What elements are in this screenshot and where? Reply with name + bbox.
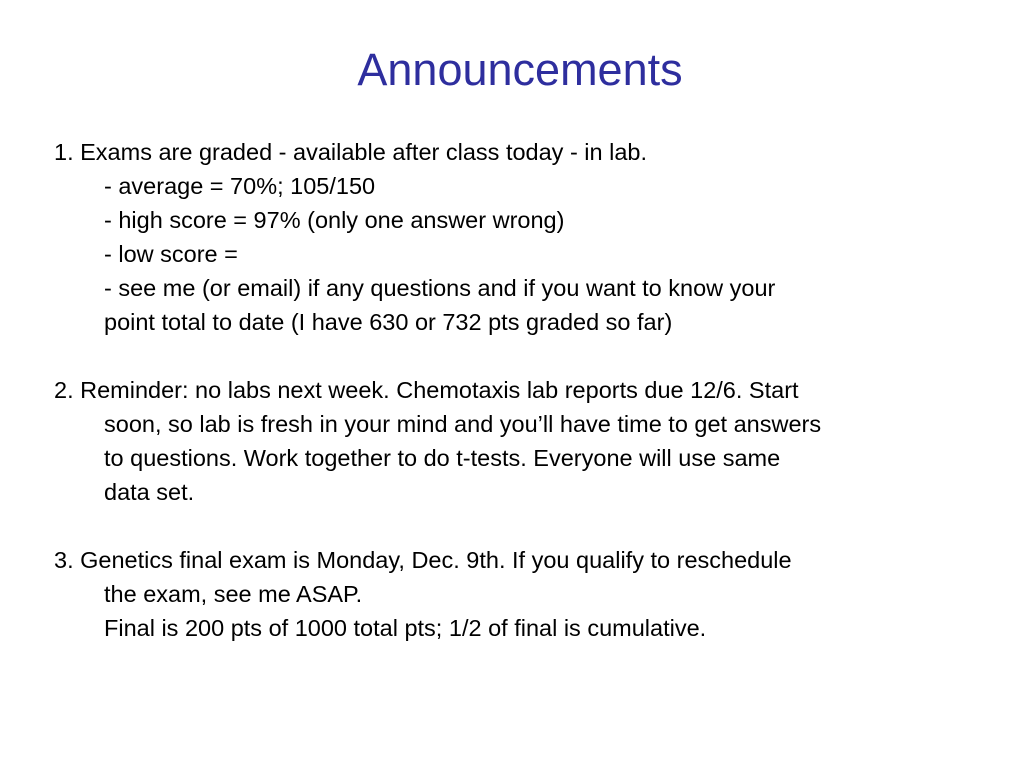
announcement-line: to questions. Work together to do t-tests. Everyone will use same: [104, 445, 781, 471]
announcement-line: - high score = 97% (only one answer wrong): [104, 207, 565, 233]
announcement-line: - low score =: [104, 241, 238, 267]
announcement-line: data set.: [104, 479, 195, 505]
announcement-item-2: [54, 373, 994, 509]
announcement-body: [54, 135, 994, 645]
announcement-line: soon, so lab is fresh in your mind and you’ll have time to get answers: [104, 411, 822, 437]
spacer: [54, 339, 994, 373]
announcement-line: 3. Genetics final exam is Monday, Dec. 9th. If you qualify to reschedule: [54, 547, 792, 573]
announcement-item-1: [54, 135, 994, 339]
announcement-line: - see me (or email) if any questions and if you want to know your: [104, 275, 776, 301]
page-title: Announcements: [357, 44, 683, 95]
announcement-line: 1. Exams are graded - available after class today - in lab.: [54, 139, 648, 165]
announcement-line: Final is 200 pts of 1000 total pts; 1/2 of final is cumulative.: [104, 615, 707, 641]
announcement-item-3: [54, 543, 994, 645]
announcement-line: 2. Reminder: no labs next week. Chemotaxis lab reports due 12/6. Start: [54, 377, 799, 403]
announcement-line: - average = 70%; 105/150: [104, 173, 376, 199]
spacer: [54, 509, 994, 543]
announcement-line: point total to date (I have 630 or 732 pts graded so far): [104, 309, 673, 335]
announcement-line: the exam, see me ASAP.: [104, 581, 363, 607]
